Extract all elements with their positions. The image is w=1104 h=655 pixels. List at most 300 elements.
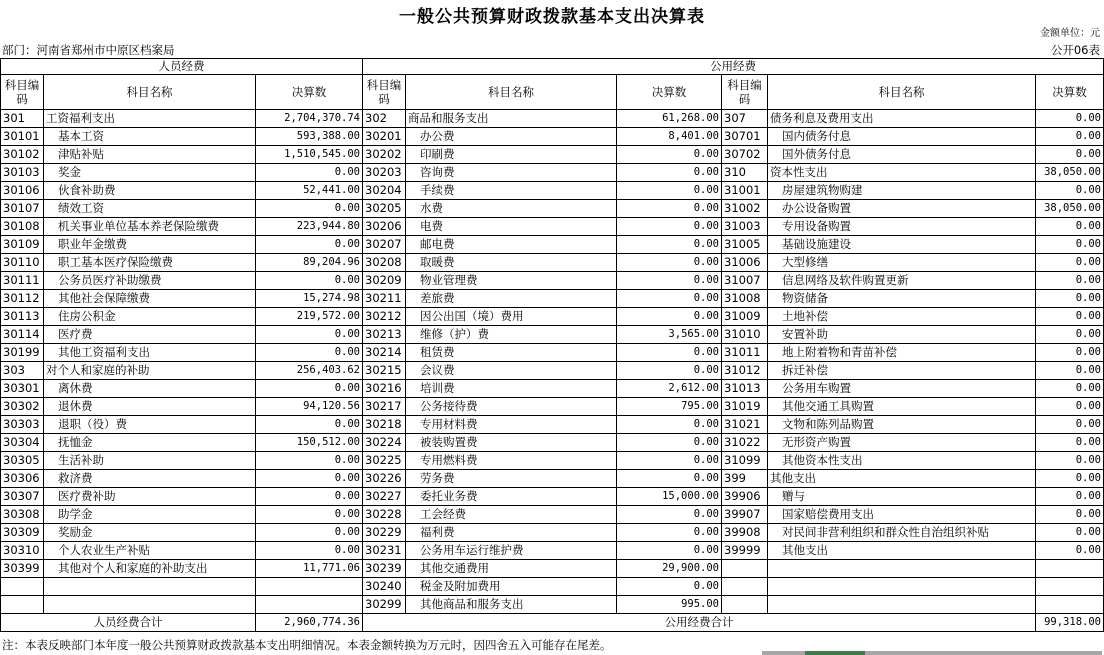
subject-name-cell: 其他对个人和家庭的补助支出 xyxy=(44,560,256,578)
amount-cell: 0.00 xyxy=(256,164,363,182)
subject-code-cell: 30301 xyxy=(1,380,44,398)
subject-name-cell: 办公费 xyxy=(406,128,617,146)
subject-code-cell: 30208 xyxy=(363,254,406,272)
amount-cell: 0.00 xyxy=(1036,290,1104,308)
subject-name-cell: 奖金 xyxy=(44,164,256,182)
subject-code-cell: 30114 xyxy=(1,326,44,344)
subject-code-cell: 31009 xyxy=(722,308,768,326)
amount-cell: 0.00 xyxy=(1036,236,1104,254)
table-row xyxy=(1,164,1104,182)
subject-name-cell: 无形资产购置 xyxy=(768,434,1036,452)
amount-cell: 0.00 xyxy=(617,416,722,434)
amount-cell: 995.00 xyxy=(617,596,722,614)
subject-name-cell: 维修（护）费 xyxy=(406,326,617,344)
department-label: 部门：河南省郑州市中原区档案局 xyxy=(2,43,175,57)
amount-cell: 0.00 xyxy=(1036,308,1104,326)
subject-code-cell: 310 xyxy=(722,164,768,182)
table-row xyxy=(1,524,1104,542)
subject-code-cell: 30218 xyxy=(363,416,406,434)
subject-code-cell: 30304 xyxy=(1,434,44,452)
subject-name-cell: 税金及附加费用 xyxy=(406,578,617,596)
report-title: 一般公共预算财政拨款基本支出决算表 xyxy=(399,7,705,27)
amount-cell xyxy=(1036,578,1104,596)
amount-cell: 0.00 xyxy=(617,344,722,362)
subject-code-cell: 30108 xyxy=(1,218,44,236)
amount-cell: 0.00 xyxy=(617,362,722,380)
amount-cell: 150,512.00 xyxy=(256,434,363,452)
unit-label: 金额单位：元 xyxy=(1040,28,1100,39)
table-row xyxy=(1,434,1104,452)
amount-cell: 0.00 xyxy=(617,434,722,452)
amount-cell: 0.00 xyxy=(256,272,363,290)
subject-name-cell: 抚恤金 xyxy=(44,434,256,452)
subject-name-cell: 退职（役）费 xyxy=(44,416,256,434)
subject-name-cell: 劳务费 xyxy=(406,470,617,488)
subject-code-cell: 39906 xyxy=(722,488,768,506)
subject-name-cell: 邮电费 xyxy=(406,236,617,254)
amount-cell: 0.00 xyxy=(1036,272,1104,290)
amount-cell: 15,274.98 xyxy=(256,290,363,308)
scrollbar-thumb[interactable] xyxy=(805,651,865,655)
subject-name-cell: 职业年金缴费 xyxy=(44,236,256,254)
table-row xyxy=(1,452,1104,470)
subject-name-cell: 其他交通工具购置 xyxy=(768,398,1036,416)
subject-code-cell: 31022 xyxy=(722,434,768,452)
amount-cell: 0.00 xyxy=(1036,218,1104,236)
subject-code-cell: 31006 xyxy=(722,254,768,272)
subject-name-cell: 国内债务付息 xyxy=(768,128,1036,146)
column-header-row xyxy=(1,75,1104,110)
subject-name-cell: 手续费 xyxy=(406,182,617,200)
amount-cell: 0.00 xyxy=(1036,182,1104,200)
amount-cell xyxy=(256,578,363,596)
subject-code-cell: 30310 xyxy=(1,542,44,560)
header-name: 科目名称 xyxy=(768,75,1036,110)
subject-name-cell: 津贴补贴 xyxy=(44,146,256,164)
table-row xyxy=(1,272,1104,290)
subject-name-cell: 职工基本医疗保险缴费 xyxy=(44,254,256,272)
personnel-total-amount: 2,960,774.36 xyxy=(256,614,363,632)
subject-name-cell: 国家赔偿费用支出 xyxy=(768,506,1036,524)
subject-code-cell: 30204 xyxy=(363,182,406,200)
subject-name-cell: 专用设备购置 xyxy=(768,218,1036,236)
amount-cell: 0.00 xyxy=(617,542,722,560)
subject-code-cell: 30103 xyxy=(1,164,44,182)
amount-cell: 0.00 xyxy=(256,326,363,344)
subject-name-cell: 助学金 xyxy=(44,506,256,524)
subject-code-cell: 31019 xyxy=(722,398,768,416)
subject-code-cell: 31010 xyxy=(722,326,768,344)
subject-code-cell xyxy=(722,596,768,614)
subject-code-cell: 30205 xyxy=(363,200,406,218)
amount-cell: 0.00 xyxy=(1036,398,1104,416)
subject-name-cell: 其他交通费用 xyxy=(406,560,617,578)
subject-name-cell: 国外债务付息 xyxy=(768,146,1036,164)
subject-code-cell: 30299 xyxy=(363,596,406,614)
table-row xyxy=(1,128,1104,146)
subject-name-cell xyxy=(44,578,256,596)
amount-cell xyxy=(1036,596,1104,614)
subject-code-cell: 31008 xyxy=(722,290,768,308)
amount-cell: 0.00 xyxy=(256,380,363,398)
subject-code-cell: 302 xyxy=(363,110,406,128)
subject-name-cell: 住房公积金 xyxy=(44,308,256,326)
subject-code-cell: 30106 xyxy=(1,182,44,200)
subject-code-cell: 31002 xyxy=(722,200,768,218)
subject-code-cell: 30308 xyxy=(1,506,44,524)
amount-cell: 0.00 xyxy=(256,200,363,218)
amount-cell: 0.00 xyxy=(617,272,722,290)
subject-name-cell: 公务员医疗补助缴费 xyxy=(44,272,256,290)
amount-cell: 1,510,545.00 xyxy=(256,146,363,164)
subject-name-cell: 对民间非营利组织和群众性自治组织补贴 xyxy=(768,524,1036,542)
subject-name-cell: 绩效工资 xyxy=(44,200,256,218)
header-code: 科目编码 xyxy=(1,75,44,110)
subject-code-cell: 30199 xyxy=(1,344,44,362)
subject-code-cell: 30702 xyxy=(722,146,768,164)
subject-name-cell: 地上附着物和青苗补偿 xyxy=(768,344,1036,362)
amount-cell: 0.00 xyxy=(617,470,722,488)
table-row xyxy=(1,578,1104,596)
subject-name-cell: 安置补助 xyxy=(768,326,1036,344)
subject-code-cell: 31001 xyxy=(722,182,768,200)
table-row xyxy=(1,470,1104,488)
header-code: 科目编码 xyxy=(363,75,406,110)
public-total-label: 公用经费合计 xyxy=(363,614,1036,632)
amount-cell: 11,771.06 xyxy=(256,560,363,578)
subject-code-cell: 31013 xyxy=(722,380,768,398)
subject-code-cell: 30309 xyxy=(1,524,44,542)
subject-code-cell: 31011 xyxy=(722,344,768,362)
subject-name-cell xyxy=(768,596,1036,614)
public-total-amount: 99,318.00 xyxy=(1036,614,1104,632)
subject-name-cell: 医疗费补助 xyxy=(44,488,256,506)
subject-name-cell: 专用材料费 xyxy=(406,416,617,434)
amount-cell: 0.00 xyxy=(256,416,363,434)
amount-cell: 0.00 xyxy=(617,236,722,254)
subject-name-cell: 其他商品和服务支出 xyxy=(406,596,617,614)
subject-code-cell: 30209 xyxy=(363,272,406,290)
subject-name-cell: 文物和陈列品购置 xyxy=(768,416,1036,434)
subject-code-cell: 30302 xyxy=(1,398,44,416)
amount-cell: 94,120.56 xyxy=(256,398,363,416)
subject-name-cell: 赠与 xyxy=(768,488,1036,506)
subject-name-cell: 奖励金 xyxy=(44,524,256,542)
amount-cell: 0.00 xyxy=(1036,416,1104,434)
amount-cell: 0.00 xyxy=(1036,542,1104,560)
table-row xyxy=(1,218,1104,236)
subject-name-cell: 培训费 xyxy=(406,380,617,398)
amount-cell: 256,403.62 xyxy=(256,362,363,380)
amount-cell: 219,572.00 xyxy=(256,308,363,326)
subject-code-cell: 30303 xyxy=(1,416,44,434)
subject-name-cell: 租赁费 xyxy=(406,344,617,362)
subject-code-cell: 30101 xyxy=(1,128,44,146)
subject-code-cell xyxy=(722,578,768,596)
subject-code-cell: 31012 xyxy=(722,362,768,380)
subject-name-cell: 商品和服务支出 xyxy=(406,110,617,128)
subject-code-cell: 307 xyxy=(722,110,768,128)
subject-name-cell: 因公出国（境）费用 xyxy=(406,308,617,326)
table-row xyxy=(1,398,1104,416)
amount-cell: 61,268.00 xyxy=(617,110,722,128)
subject-name-cell: 机关事业单位基本养老保险缴费 xyxy=(44,218,256,236)
subject-name-cell: 被装购置费 xyxy=(406,434,617,452)
subject-code-cell xyxy=(1,578,44,596)
subject-code-cell: 30212 xyxy=(363,308,406,326)
subject-code-cell: 30214 xyxy=(363,344,406,362)
subject-name-cell: 委托业务费 xyxy=(406,488,617,506)
table-row xyxy=(1,488,1104,506)
subject-code-cell: 31021 xyxy=(722,416,768,434)
header-code: 科目编码 xyxy=(722,75,768,110)
amount-cell: 795.00 xyxy=(617,398,722,416)
amount-cell: 0.00 xyxy=(1036,344,1104,362)
subject-code-cell: 301 xyxy=(1,110,44,128)
subject-code-cell: 30107 xyxy=(1,200,44,218)
amount-cell: 38,050.00 xyxy=(1036,200,1104,218)
subject-code-cell: 30109 xyxy=(1,236,44,254)
subject-name-cell: 物业管理费 xyxy=(406,272,617,290)
subject-code-cell: 30203 xyxy=(363,164,406,182)
subject-code-cell: 31003 xyxy=(722,218,768,236)
subject-code-cell: 31005 xyxy=(722,236,768,254)
amount-cell: 0.00 xyxy=(617,308,722,326)
subject-name-cell: 办公设备购置 xyxy=(768,200,1036,218)
amount-cell: 0.00 xyxy=(617,506,722,524)
table-row xyxy=(1,362,1104,380)
subject-code-cell: 30701 xyxy=(722,128,768,146)
subject-code-cell: 30201 xyxy=(363,128,406,146)
amount-cell: 0.00 xyxy=(617,524,722,542)
subject-name-cell: 大型修缮 xyxy=(768,254,1036,272)
subject-name-cell: 资本性支出 xyxy=(768,164,1036,182)
table-row xyxy=(1,326,1104,344)
subject-name-cell: 物资储备 xyxy=(768,290,1036,308)
subject-name-cell: 差旅费 xyxy=(406,290,617,308)
table-row xyxy=(1,380,1104,398)
subject-code-cell: 30206 xyxy=(363,218,406,236)
subject-code-cell: 30213 xyxy=(363,326,406,344)
table-row xyxy=(1,146,1104,164)
header-amount: 决算数 xyxy=(617,75,722,110)
table-code: 公开06表 xyxy=(1050,43,1100,57)
table-row xyxy=(1,200,1104,218)
subject-name-cell: 电费 xyxy=(406,218,617,236)
subject-code-cell: 30215 xyxy=(363,362,406,380)
subject-code-cell: 30211 xyxy=(363,290,406,308)
subject-code-cell: 31007 xyxy=(722,272,768,290)
amount-cell xyxy=(256,596,363,614)
subject-name-cell: 退休费 xyxy=(44,398,256,416)
subject-name-cell: 其他支出 xyxy=(768,470,1036,488)
subject-code-cell: 30224 xyxy=(363,434,406,452)
subject-code-cell: 30102 xyxy=(1,146,44,164)
amount-cell: 0.00 xyxy=(1036,128,1104,146)
amount-cell: 52,441.00 xyxy=(256,182,363,200)
table-row xyxy=(1,542,1104,560)
subject-code-cell: 39907 xyxy=(722,506,768,524)
subject-name-cell: 水费 xyxy=(406,200,617,218)
subject-name-cell: 房屋建筑物购建 xyxy=(768,182,1036,200)
subject-code-cell: 30231 xyxy=(363,542,406,560)
amount-cell: 0.00 xyxy=(617,578,722,596)
subject-name-cell: 其他工资福利支出 xyxy=(44,344,256,362)
subject-name-cell: 债务利息及费用支出 xyxy=(768,110,1036,128)
subject-name-cell: 对个人和家庭的补助 xyxy=(44,362,256,380)
subject-code-cell xyxy=(722,560,768,578)
amount-cell: 0.00 xyxy=(256,344,363,362)
amount-cell: 593,388.00 xyxy=(256,128,363,146)
amount-cell xyxy=(1036,560,1104,578)
table-row xyxy=(1,254,1104,272)
amount-cell: 223,944.80 xyxy=(256,218,363,236)
table-row xyxy=(1,110,1104,128)
subject-code-cell: 30240 xyxy=(363,578,406,596)
subject-name-cell: 咨询费 xyxy=(406,164,617,182)
amount-cell: 0.00 xyxy=(1036,380,1104,398)
subject-code-cell: 30216 xyxy=(363,380,406,398)
subject-name-cell: 专用燃料费 xyxy=(406,452,617,470)
amount-cell: 0.00 xyxy=(256,488,363,506)
subject-name-cell: 福利费 xyxy=(406,524,617,542)
table-row xyxy=(1,290,1104,308)
subject-code-cell: 30229 xyxy=(363,524,406,542)
subject-code-cell: 30111 xyxy=(1,272,44,290)
subject-code-cell: 30399 xyxy=(1,560,44,578)
amount-cell: 0.00 xyxy=(617,254,722,272)
subject-name-cell xyxy=(44,596,256,614)
amount-cell: 0.00 xyxy=(256,452,363,470)
table-row xyxy=(1,596,1104,614)
amount-cell: 0.00 xyxy=(1036,506,1104,524)
subject-name-cell: 离休费 xyxy=(44,380,256,398)
amount-cell: 15,000.00 xyxy=(617,488,722,506)
subject-name-cell xyxy=(768,560,1036,578)
amount-cell: 8,401.00 xyxy=(617,128,722,146)
table-row xyxy=(1,308,1104,326)
subject-name-cell: 工资福利支出 xyxy=(44,110,256,128)
amount-cell: 0.00 xyxy=(1036,326,1104,344)
subject-code-cell: 303 xyxy=(1,362,44,380)
subject-name-cell: 个人农业生产补贴 xyxy=(44,542,256,560)
expenditure-table xyxy=(0,58,1104,632)
amount-cell: 0.00 xyxy=(617,146,722,164)
subject-code-cell: 30110 xyxy=(1,254,44,272)
amount-cell: 89,204.96 xyxy=(256,254,363,272)
header-name: 科目名称 xyxy=(406,75,617,110)
subject-name-cell: 公务用车购置 xyxy=(768,380,1036,398)
subject-code-cell: 30225 xyxy=(363,452,406,470)
header-amount: 决算数 xyxy=(256,75,363,110)
subject-name-cell: 公务接待费 xyxy=(406,398,617,416)
subject-code-cell: 30227 xyxy=(363,488,406,506)
amount-cell: 0.00 xyxy=(256,236,363,254)
group-public: 公用经费 xyxy=(363,59,1104,75)
table-row xyxy=(1,344,1104,362)
subject-code-cell: 39908 xyxy=(722,524,768,542)
header-name: 科目名称 xyxy=(44,75,256,110)
amount-cell: 0.00 xyxy=(1036,488,1104,506)
subject-code-cell: 30226 xyxy=(363,470,406,488)
subject-name-cell: 公务用车运行维护费 xyxy=(406,542,617,560)
table-row xyxy=(1,416,1104,434)
subject-code-cell: 30239 xyxy=(363,560,406,578)
footnote: 注：本表反映部门本年度一般公共预算财政拨款基本支出明细情况。本表金额转换为万元时，因四舍五入可能存在尾差。 xyxy=(2,638,612,652)
subject-name-cell: 伙食补助费 xyxy=(44,182,256,200)
totals-row xyxy=(1,614,1104,632)
subject-code-cell xyxy=(1,596,44,614)
group-personnel: 人员经费 xyxy=(1,59,363,75)
amount-cell: 0.00 xyxy=(256,470,363,488)
subject-code-cell: 30217 xyxy=(363,398,406,416)
amount-cell: 0.00 xyxy=(1036,110,1104,128)
subject-name-cell: 救济费 xyxy=(44,470,256,488)
amount-cell: 0.00 xyxy=(617,182,722,200)
subject-name-cell: 印刷费 xyxy=(406,146,617,164)
subject-code-cell: 30112 xyxy=(1,290,44,308)
table-row xyxy=(1,182,1104,200)
subject-code-cell: 30307 xyxy=(1,488,44,506)
header-amount: 决算数 xyxy=(1036,75,1104,110)
subject-code-cell: 39999 xyxy=(722,542,768,560)
subject-name-cell: 取暖费 xyxy=(406,254,617,272)
table-row xyxy=(1,560,1104,578)
subject-code-cell: 30305 xyxy=(1,452,44,470)
amount-cell: 29,900.00 xyxy=(617,560,722,578)
personnel-total-label: 人员经费合计 xyxy=(1,614,256,632)
subject-name-cell: 医疗费 xyxy=(44,326,256,344)
amount-cell: 0.00 xyxy=(1036,434,1104,452)
subject-code-cell: 30202 xyxy=(363,146,406,164)
amount-cell: 0.00 xyxy=(256,524,363,542)
table-row xyxy=(1,236,1104,254)
amount-cell: 0.00 xyxy=(1036,362,1104,380)
amount-cell: 0.00 xyxy=(1036,524,1104,542)
amount-cell: 0.00 xyxy=(256,506,363,524)
amount-cell: 2,704,370.74 xyxy=(256,110,363,128)
subject-name-cell: 拆迁补偿 xyxy=(768,362,1036,380)
subject-code-cell: 31099 xyxy=(722,452,768,470)
amount-cell: 0.00 xyxy=(1036,470,1104,488)
subject-code-cell: 30207 xyxy=(363,236,406,254)
amount-cell: 0.00 xyxy=(1036,452,1104,470)
table-row xyxy=(1,506,1104,524)
amount-cell: 0.00 xyxy=(617,452,722,470)
subject-name-cell: 信息网络及软件购置更新 xyxy=(768,272,1036,290)
amount-cell: 38,050.00 xyxy=(1036,164,1104,182)
subject-name-cell: 生活补助 xyxy=(44,452,256,470)
amount-cell: 0.00 xyxy=(1036,254,1104,272)
subject-name-cell: 其他资本性支出 xyxy=(768,452,1036,470)
amount-cell: 3,565.00 xyxy=(617,326,722,344)
subject-name-cell xyxy=(768,578,1036,596)
subject-code-cell: 30113 xyxy=(1,308,44,326)
subject-name-cell: 土地补偿 xyxy=(768,308,1036,326)
amount-cell: 0.00 xyxy=(617,218,722,236)
amount-cell: 0.00 xyxy=(1036,146,1104,164)
subject-name-cell: 其他支出 xyxy=(768,542,1036,560)
group-header-row xyxy=(1,59,1104,75)
subject-name-cell: 会议费 xyxy=(406,362,617,380)
subject-name-cell: 工会经费 xyxy=(406,506,617,524)
amount-cell: 0.00 xyxy=(617,164,722,182)
subject-code-cell: 30228 xyxy=(363,506,406,524)
amount-cell: 0.00 xyxy=(617,200,722,218)
subject-code-cell: 30306 xyxy=(1,470,44,488)
subject-name-cell: 基本工资 xyxy=(44,128,256,146)
subject-code-cell: 399 xyxy=(722,470,768,488)
